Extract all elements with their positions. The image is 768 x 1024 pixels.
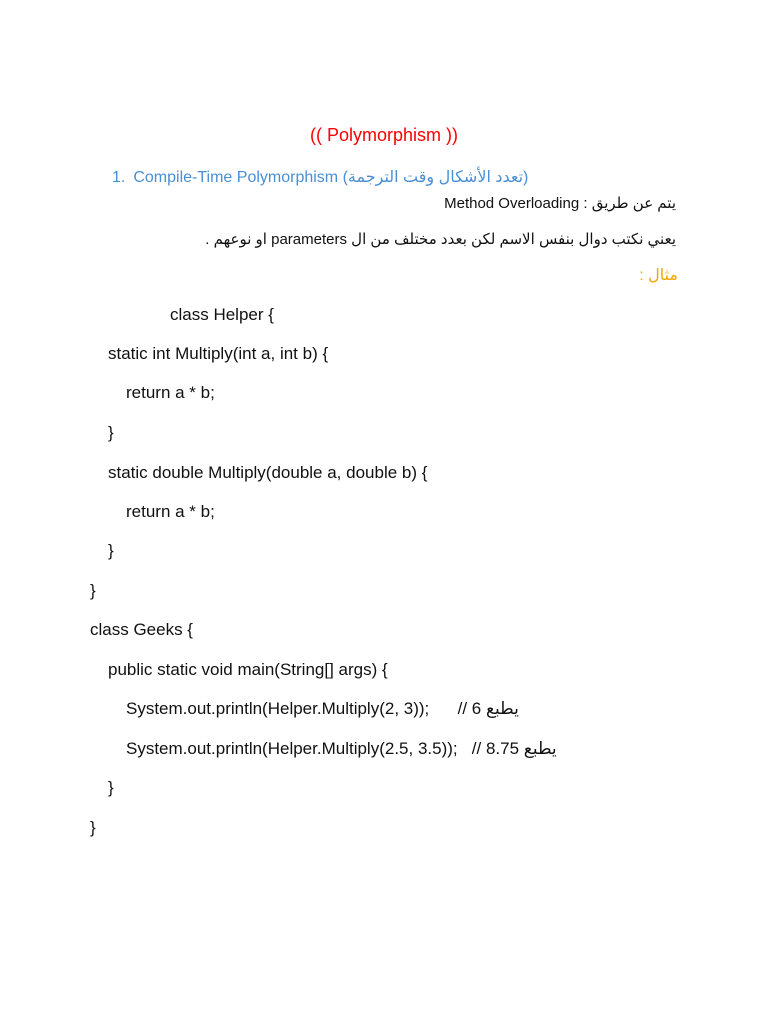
code-line: } — [90, 581, 96, 600]
code-line: } — [90, 818, 96, 837]
code-line: } — [108, 541, 114, 560]
section-heading — [112, 167, 528, 187]
explanation-line: يعني نكتب دوال بنفس الاسم لكن بعدد مختلف من ال parameters او نوعهم . — [205, 231, 676, 248]
method-overloading-line: يتم عن طريق : Method Overloading — [444, 195, 676, 212]
code-line: return a * b; — [126, 383, 215, 402]
code-line: public static void main(String[] args) { — [108, 660, 388, 679]
code-line: class Geeks { — [90, 620, 193, 639]
code-line: System.out.println(Helper.Multiply(2, 3)); // 6 يطبع — [126, 699, 519, 718]
code-line: static double Multiply(double a, double b) { — [108, 463, 428, 482]
heading-text: Compile-Time Polymorphism (تعدد الأشكال وقت الترجمة) — [133, 169, 529, 186]
code-line: } — [108, 778, 114, 797]
code-line: return a * b; — [126, 502, 215, 521]
page-title: (( Polymorphism )) — [309, 125, 458, 145]
code-line: class Helper { — [170, 305, 274, 324]
heading-number: 1. — [112, 169, 126, 186]
code-line: System.out.println(Helper.Multiply(2.5, 3.5)); // 8.75 يطبع — [126, 739, 557, 758]
code-line: static int Multiply(int a, int b) { — [108, 344, 329, 363]
code-line: } — [108, 423, 114, 442]
example-label: مثال : — [639, 267, 678, 284]
